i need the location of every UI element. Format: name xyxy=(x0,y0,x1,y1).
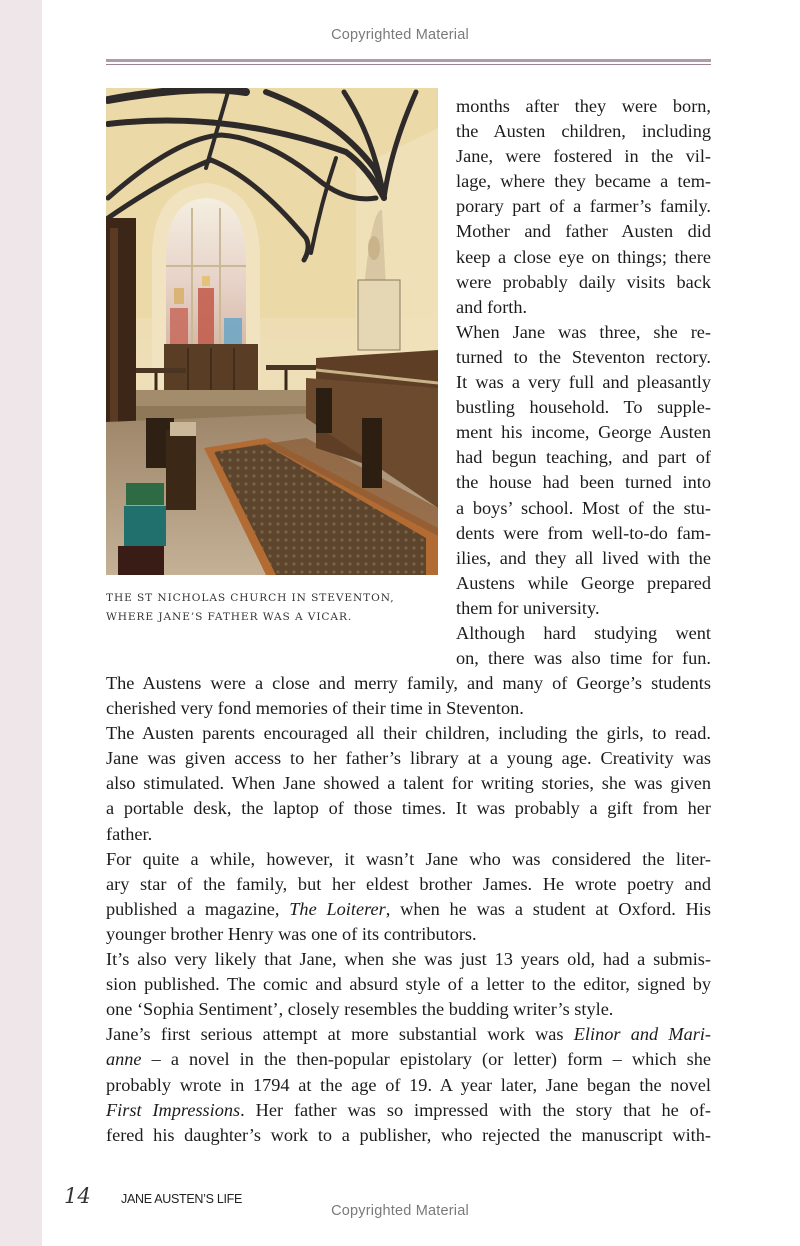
copyright-watermark-top: Copyrighted Material xyxy=(331,27,469,43)
text-run: published a magazine, xyxy=(106,898,290,919)
text-line: The Austen parents encouraged all their children, including the girls, to read. xyxy=(106,723,711,744)
text-run: . Her father was so impressed with the story that he of- xyxy=(240,1099,711,1120)
text-line: a portable desk, the laptop of those times. It was probably a gift from her xyxy=(106,798,711,819)
church-interior-photo xyxy=(106,88,438,575)
text-line: The Austens were a close and merry family, and many of George’s students xyxy=(106,673,711,693)
text-line: father. xyxy=(106,823,153,844)
text-line: Mother and father Austen did xyxy=(456,221,711,242)
text-line: ment his income, George Austen xyxy=(456,422,711,443)
text-line: bustling household. To supple- xyxy=(456,397,711,418)
church-interior-illustration xyxy=(106,88,438,575)
text-line xyxy=(106,1047,711,1072)
text-line: had begun teaching, and part of xyxy=(456,447,711,468)
text-line: dents were from well-to-do fam- xyxy=(456,522,711,543)
italic-title: First Impressions xyxy=(106,1099,241,1120)
text-line: ary star of the family, but her eldest brother James. He wrote poetry and xyxy=(106,873,711,894)
text-line: Although hard studying went xyxy=(456,622,711,643)
text-line: also stimulated. When Jane showed a talent for writing stories, she was given xyxy=(106,773,711,794)
text-run: , when he was a student at Oxford. His xyxy=(385,898,711,919)
italic-title: The Loiterer xyxy=(289,898,386,919)
text-line: months after they were born, xyxy=(456,96,711,116)
text-line: For quite a while, however, it wasn’t Jane who was considered the liter- xyxy=(106,848,711,869)
text-line: sion published. The comic and absurd style of a letter to the editor, signed by xyxy=(106,974,711,995)
text-line: When Jane was three, she re- xyxy=(456,321,711,342)
text-line: were probably daily visits back xyxy=(456,271,711,292)
header-rule-thick xyxy=(106,59,711,62)
photo-caption xyxy=(106,589,436,627)
text-line: lage, where they became a tem- xyxy=(456,171,711,192)
text-run: Jane’s first serious attempt at more substantial work was xyxy=(106,1024,574,1045)
page-gutter xyxy=(0,0,42,1246)
text-line: Jane was given access to her father’s library at a young age. Creativity was xyxy=(106,748,711,769)
text-line: Jane, were fostered in the vil- xyxy=(456,146,711,167)
text-line: the Austen children, including xyxy=(456,121,711,142)
italic-title: Elinor and Mari- xyxy=(573,1024,711,1045)
text-line: younger brother Henry was one of its contributors. xyxy=(106,923,477,944)
text-line: them for university. xyxy=(456,597,600,618)
text-line: the house had been turned into xyxy=(456,472,711,493)
text-line: cherished very fond memories of their time in Steventon. xyxy=(106,698,524,719)
copyright-watermark-bottom: Copyrighted Material xyxy=(331,1203,469,1219)
text-line: and forth. xyxy=(456,296,528,317)
text-line xyxy=(106,1022,711,1047)
text-line: ilies, and they all lived with the xyxy=(456,547,711,568)
text-line xyxy=(106,897,711,922)
text-line: keep a close eye on things; there xyxy=(456,246,711,267)
text-line: It was a very full and pleasantly xyxy=(456,372,711,393)
caption-line: THE ST NICHOLAS CHURCH IN STEVENTON, xyxy=(106,592,395,604)
page-number: 14 xyxy=(64,1184,91,1208)
text-run: – a novel in the then-popular epistolary (or letter) form – which she xyxy=(141,1049,711,1070)
text-line: one ‘Sophia Sentiment’, closely resembles the budding writer’s style. xyxy=(106,999,614,1020)
text-line: fered his daughter’s work to a publisher, who rejected the manuscript with- xyxy=(106,1124,711,1145)
text-line: on, there was also time for fun. xyxy=(456,648,711,669)
text-line: a boys’ school. Most of the stu- xyxy=(456,497,711,518)
text-line: Austens while George prepared xyxy=(456,572,711,593)
header-rule-thin xyxy=(106,64,711,65)
running-head: JANE AUSTEN’S LIFE xyxy=(121,1192,243,1206)
text-line: porary part of a farmer’s family. xyxy=(456,196,711,217)
text-line: turned to the Steventon rectory. xyxy=(456,346,711,367)
caption-line: WHERE JANE’S FATHER WAS A VICAR. xyxy=(106,611,353,623)
body-text-right-column xyxy=(456,94,711,671)
italic-title: anne xyxy=(106,1049,142,1070)
text-line: It’s also very likely that Jane, when she was just 13 years old, had a submis- xyxy=(106,949,711,970)
text-line xyxy=(106,1098,711,1123)
body-text-full-width xyxy=(106,671,711,1148)
text-line: probably wrote in 1794 at the age of 19. A year later, Jane began the novel xyxy=(106,1074,711,1095)
